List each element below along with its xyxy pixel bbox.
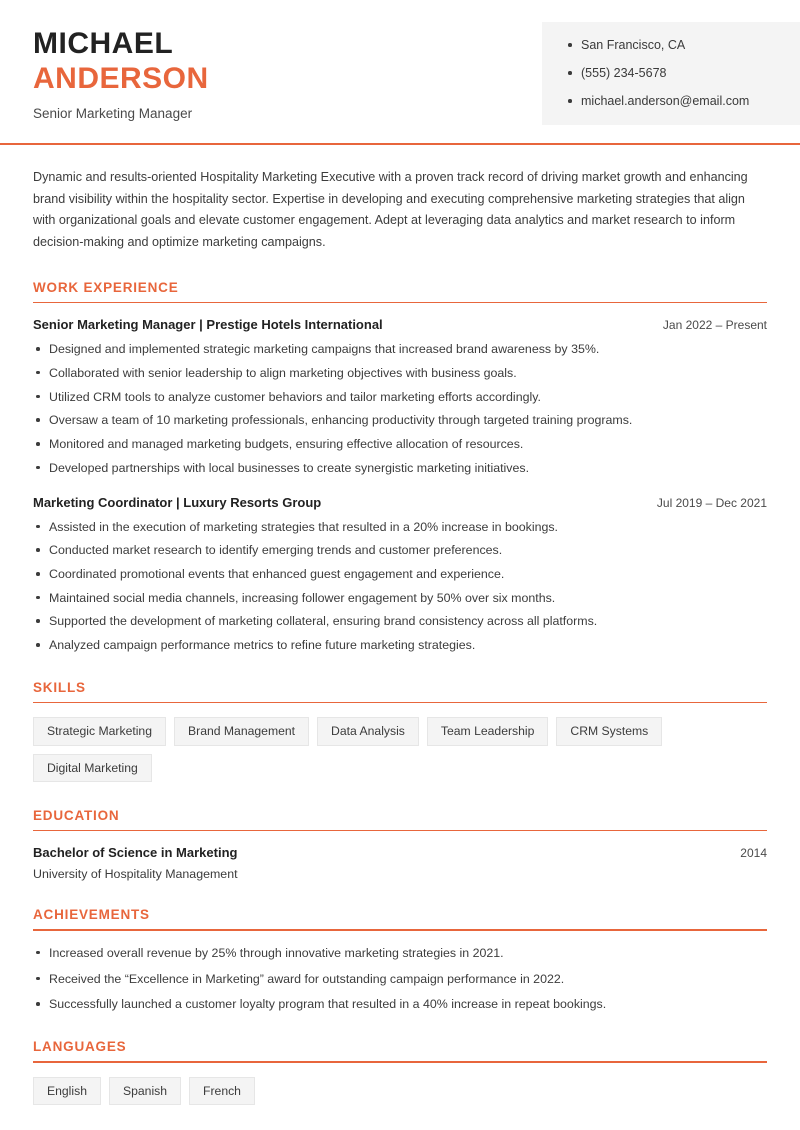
job-entry bbox=[33, 495, 767, 654]
section-skills bbox=[33, 680, 767, 782]
section-education bbox=[33, 808, 767, 882]
achievement-item: Received the “Excellence in Marketing” award for outstanding campaign performance in 2022. bbox=[33, 971, 767, 988]
job-bullet: Collaborated with senior leadership to align marketing objectives with business goals. bbox=[33, 365, 767, 382]
last-name: ANDERSON bbox=[33, 62, 209, 96]
job-heading: Marketing Coordinator | Luxury Resorts Group bbox=[33, 494, 322, 510]
job-bullet: Designed and implemented strategic marketing campaigns that increased brand awareness by 35%. bbox=[33, 341, 767, 358]
job-bullet: Assisted in the execution of marketing strategies that resulted in a 20% increase in bookings. bbox=[33, 519, 767, 536]
job-header bbox=[33, 495, 767, 510]
resume-header bbox=[0, 0, 800, 125]
language-tag: French bbox=[189, 1077, 255, 1105]
resume-body bbox=[0, 167, 800, 1105]
section-divider bbox=[33, 1061, 767, 1063]
job-header bbox=[33, 317, 767, 332]
languages-tag-list bbox=[33, 1077, 767, 1105]
header-divider bbox=[0, 143, 800, 145]
job-bullet: Monitored and managed marketing budgets, ensuring effective allocation of resources. bbox=[33, 436, 767, 453]
achievement-item: Successfully launched a customer loyalty program that resulted in a 40% increase in repeat bookings. bbox=[33, 996, 767, 1013]
education-entry-header bbox=[33, 845, 767, 860]
job-entry bbox=[33, 317, 767, 476]
job-bullets bbox=[33, 519, 767, 654]
contact-email: michael.anderson@email.com bbox=[568, 94, 778, 109]
section-divider bbox=[33, 929, 767, 931]
skill-tag: Digital Marketing bbox=[33, 754, 152, 782]
job-bullet: Maintained social media channels, increasing follower engagement by 50% over six months. bbox=[33, 590, 767, 607]
job-dates: Jan 2022 – Present bbox=[662, 318, 767, 333]
language-tag: Spanish bbox=[109, 1077, 181, 1105]
section-divider bbox=[33, 830, 767, 832]
job-bullets bbox=[33, 341, 767, 476]
job-title: Senior Marketing Manager bbox=[33, 105, 193, 121]
section-title-languages: LANGUAGES bbox=[33, 1039, 127, 1055]
achievement-item: Increased overall revenue by 25% through innovative marketing strategies in 2021. bbox=[33, 945, 767, 962]
section-title-skills: SKILLS bbox=[33, 679, 86, 695]
contact-phone: (555) 234-5678 bbox=[568, 66, 778, 81]
section-work-experience bbox=[33, 280, 767, 654]
job-bullet: Coordinated promotional events that enhanced guest engagement and experience. bbox=[33, 566, 767, 583]
section-divider bbox=[33, 302, 767, 304]
language-tag: English bbox=[33, 1077, 101, 1105]
professional-summary: Dynamic and results-oriented Hospitality Marketing Executive with a proven track record of driving market growth and enhancing brand visibility within the hospitality sector. Expertise in developing and executing comprehensive marketing strategies that align with organizational goals and elevate customer engagement. Adept at leveraging data analytics and market research to inform decision-making and optimize marketing campaigns. bbox=[33, 170, 748, 249]
job-bullet: Analyzed campaign performance metrics to refine future marketing strategies. bbox=[33, 637, 767, 654]
contact-box bbox=[542, 22, 800, 125]
section-title-education: EDUCATION bbox=[33, 807, 120, 823]
education-school: University of Hospitality Management bbox=[33, 867, 238, 882]
job-bullet: Supported the development of marketing collateral, ensuring brand consistency across all platforms. bbox=[33, 613, 767, 630]
job-bullet: Conducted market research to identify emerging trends and customer preferences. bbox=[33, 542, 767, 559]
section-title-achievements: ACHIEVEMENTS bbox=[33, 907, 150, 923]
contact-location: San Francisco, CA bbox=[568, 38, 778, 53]
contact-list bbox=[568, 38, 778, 109]
skill-tag: CRM Systems bbox=[556, 717, 662, 745]
education-degree: Bachelor of Science in Marketing bbox=[33, 845, 238, 861]
education-year: 2014 bbox=[740, 846, 767, 861]
achievements-list bbox=[33, 945, 767, 1013]
skill-tag: Team Leadership bbox=[427, 717, 549, 745]
section-achievements bbox=[33, 907, 767, 1013]
first-name: MICHAEL bbox=[33, 27, 174, 60]
skill-tag: Strategic Marketing bbox=[33, 717, 166, 745]
job-dates: Jul 2019 – Dec 2021 bbox=[656, 495, 767, 510]
job-bullet: Oversaw a team of 10 marketing professionals, enhancing productivity through targeted training programs. bbox=[33, 412, 767, 429]
skill-tag: Brand Management bbox=[174, 717, 309, 745]
section-title-work-experience: WORK EXPERIENCE bbox=[33, 279, 179, 295]
job-bullet: Developed partnerships with local businesses to create synergistic marketing initiatives. bbox=[33, 460, 767, 477]
section-languages bbox=[33, 1039, 767, 1105]
section-divider bbox=[33, 702, 767, 704]
job-heading: Senior Marketing Manager | Prestige Hotels International bbox=[33, 317, 383, 333]
skills-tag-list bbox=[33, 717, 767, 781]
header-identity bbox=[0, 22, 209, 121]
job-bullet: Utilized CRM tools to analyze customer behaviors and tailor marketing efforts accordingly. bbox=[33, 389, 767, 406]
skill-tag: Data Analysis bbox=[317, 717, 419, 745]
